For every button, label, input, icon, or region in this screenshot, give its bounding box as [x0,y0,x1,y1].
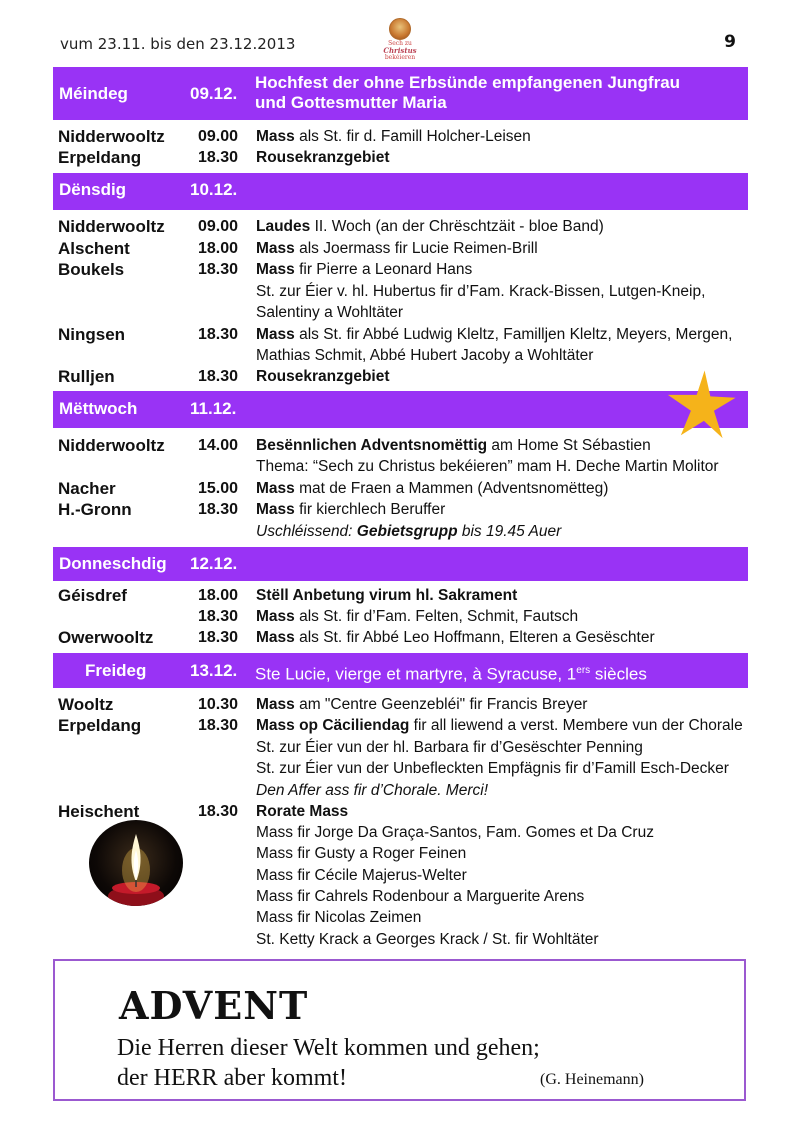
row-service-type: Mass [256,480,295,497]
row-time: 18.30 [198,261,239,278]
row-intention: Mass fir Cahrels Rodenbour a Marguerite Arens [256,888,585,905]
parish-logo [375,18,425,60]
row-italic-text: bis 19.45 Auer [457,523,562,540]
schedule-row [58,606,748,627]
row-description [256,843,466,864]
schedule-row [58,758,748,779]
day-date: 09.12. [190,84,238,103]
row-time: 09.00 [198,218,239,235]
row-time: 14.00 [198,437,239,454]
row-location: Alschent [58,239,130,258]
schedule-row [58,216,748,237]
row-description [256,780,488,801]
row-location: Wooltz [58,695,114,714]
row-intention: Mass fir Nicolas Zeimen [256,909,422,926]
schedule-row [58,521,748,542]
schedule-row [58,737,748,758]
row-intention: als St. fir d. Famill Holcher-Leisen [294,128,531,145]
day-name: Mëttwoch [59,399,138,418]
row-service-type: Mass [256,240,295,257]
row-intention: fir kierchlech Beruffer [294,501,446,518]
row-intention: als St. fir Abbé Ludwig Kleltz, Familljen Kleltz, Meyers, Mergen, [294,326,733,343]
schedule-row [58,929,748,950]
row-service-type: Mass [256,629,295,646]
logo-text-top: Sech zu [388,40,412,47]
row-service-type: Mass [256,608,295,625]
row-service-type: Mass [256,128,295,145]
schedule-row [58,302,748,323]
row-intention: am "Centre Geenzebléi" fir Francis Breyer [294,696,588,713]
day-date: 10.12. [190,180,238,199]
row-description [256,627,655,648]
day-date: 12.12. [190,554,238,573]
row-location: Nidderwooltz [58,217,165,236]
row-intention: fir Pierre a Leonard Hans [294,261,473,278]
day-title-line2: und Gottesmutter Maria [255,93,447,112]
row-service-type: Mass op Cäciliendag [256,717,410,734]
row-description [256,585,517,606]
row-intention: mat de Fraen a Mammen (Adventsnomëtteg) [294,480,609,497]
row-description [256,324,732,345]
schedule-row [58,822,748,843]
row-time: 18.00 [198,587,239,604]
row-description [256,886,584,907]
row-intention: als Joermass fir Lucie Reimen-Brill [294,240,538,257]
advent-quote-line1: Die Herren dieser Welt kommen und gehen; [117,1035,540,1061]
schedule-row [58,238,748,259]
row-intention: Mathias Schmit, Abbé Hubert Jacoby a Wohltäter [256,347,594,364]
row-service-type: Mass [256,326,295,343]
row-intention: St. Ketty Krack a Georges Krack / St. fir Wohltäter [256,931,599,948]
row-intention: St. zur Éier v. hl. Hubertus fir d’Fam. Krack-Bissen, Lutgen-Kneip, [256,283,706,300]
row-service-type: Mass [256,696,295,713]
row-intention: Mass fir Cécile Majerus-Welter [256,867,467,884]
row-service-type: Rousekranzgebiet [256,368,390,385]
row-description [256,801,348,822]
row-description [256,147,390,168]
advent-quote-box [53,959,746,1101]
row-time: 18.30 [198,501,239,518]
row-italic-text: Uschléissend: [256,523,357,540]
day-bar-monday [53,67,748,120]
logo-text-bottom: bekéieren [384,54,416,61]
schedule-row [58,345,748,366]
row-description [256,907,421,928]
schedule-row [58,865,748,886]
row-time: 15.00 [198,480,239,497]
schedule-row [58,715,748,736]
row-description [256,758,729,779]
row-description [256,694,587,715]
row-description [256,737,643,758]
row-location: Erpeldang [58,148,142,167]
day-name: Donneschdig [59,554,167,573]
row-italic-text: Den Affer ass fir d’Chorale. Merci! [256,782,489,799]
row-intention: Mass fir Jorge Da Graça-Santos, Fam. Gomes et Da Cruz [256,824,654,841]
row-description [256,499,445,520]
row-description [256,478,608,499]
row-description [256,606,578,627]
row-description [256,521,561,542]
page-number: 9 [724,32,736,52]
logo-emblem-icon [389,18,411,40]
row-time: 18.30 [198,803,239,820]
row-description [256,435,651,456]
row-description [256,345,593,366]
row-description [256,238,538,259]
row-service-type: Mass [256,261,295,278]
row-intention: als St. fir Abbé Leo Hoffmann, Elteren a Gesëschter [294,629,655,646]
row-location: Nacher [58,479,116,498]
row-service-type: Rorate Mass [256,803,349,820]
row-location: H.-Gronn [58,500,132,519]
row-location: Géisdref [58,586,127,605]
row-service-type: Mass [256,501,295,518]
schedule-row [58,907,748,928]
row-intention: St. zur Éier vun der Unbefleckten Empfägnis fir d’Famill Esch-Decker [256,760,729,777]
row-time: 18.30 [198,608,239,625]
schedule-row [58,801,748,822]
row-description [256,302,403,323]
row-location: Rulljen [58,367,115,386]
row-service-type: Laudes [256,218,311,235]
row-time: 18.30 [198,368,239,385]
advent-quote-line2: der HERR aber kommt! [117,1065,347,1091]
schedule-row [58,147,748,168]
row-description [256,456,719,477]
row-intention: II. Woch (an der Chrëschtzäit - bloe Band) [310,218,604,235]
day-bar-friday [53,653,748,688]
title-superscript: ers [576,665,591,676]
logo-text-mid: Christus [383,46,417,55]
row-description [256,126,531,147]
row-intention: St. zur Éier vun der hl. Barbara fir d’Gesëschter Penning [256,739,643,756]
schedule-row [58,478,748,499]
row-location: Ningsen [58,325,126,344]
day-name: Méindeg [59,84,128,103]
day-bar-thursday [53,547,748,581]
schedule-row [58,585,748,606]
advent-title: ADVENT [119,983,309,1028]
schedule-row [58,259,748,280]
row-description [256,929,599,950]
schedule-row [58,366,748,387]
row-time: 18.30 [198,717,239,734]
row-time: 18.00 [198,240,239,257]
row-intention: Thema: “Sech zu Christus bekéieren” mam H. Deche Martin Molitor [256,458,719,475]
schedule-row [58,324,748,345]
day-title: Ste Lucie, vierge et martyre, à Syracuse, 1ers siècles [255,664,647,684]
row-location: Owerwooltz [58,628,154,647]
row-description [256,822,654,843]
day-name: Dënsdig [59,180,127,199]
schedule-row [58,627,748,648]
row-intention: Mass fir Gusty a Roger Feinen [256,845,467,862]
row-service-type: Besënnlichen Adventsnomëttig [256,437,488,454]
day-bar-wednesday [53,391,748,428]
row-time: 10.30 [198,696,239,713]
row-service-type: Stëll Anbetung virum hl. Sakrament [256,587,518,604]
row-description [256,715,743,736]
row-intention: am Home St Sébastien [487,437,651,454]
day-date: 13.12. [190,661,238,680]
schedule-row [58,126,748,147]
day-date: 11.12. [190,399,237,418]
advent-quote-source: (G. Heinemann) [540,1071,644,1088]
row-description [256,281,705,302]
row-intention: als St. fir d’Fam. Felten, Schmit, Fautsch [294,608,579,625]
schedule-row [58,843,748,864]
row-time: 09.00 [198,128,239,145]
row-time: 18.30 [198,629,239,646]
row-location: Nidderwooltz [58,127,165,146]
row-description [256,259,472,280]
row-location: Erpeldang [58,716,142,735]
row-location: Boukels [58,260,125,279]
row-location: Heischent [58,802,140,821]
row-intention: Salentiny a Wohltäter [256,304,404,321]
day-name: Freideg [85,661,147,680]
schedule-row [58,499,748,520]
schedule-row [58,694,748,715]
row-time: 18.30 [198,149,239,166]
row-service-type: Rousekranzgebiet [256,149,390,166]
day-bar-tuesday [53,173,748,210]
schedule-row [58,780,748,801]
row-intention: fir all liewend a verst. Membere vun der Chorale [409,717,743,734]
schedule-row [58,456,748,477]
row-description [256,216,604,237]
schedule-row [58,281,748,302]
day-title-line1: Hochfest der ohne Erbsünde empfangenen Jungfrau [255,73,681,92]
schedule-row [58,886,748,907]
schedule-row [58,435,748,456]
row-description [256,865,467,886]
header-period: vum 23.11. bis den 23.12.2013 [60,35,296,53]
row-location: Nidderwooltz [58,436,165,455]
row-description [256,366,390,387]
row-time: 18.30 [198,326,239,343]
row-italic-bold: Gebietsgrupp [356,523,458,540]
